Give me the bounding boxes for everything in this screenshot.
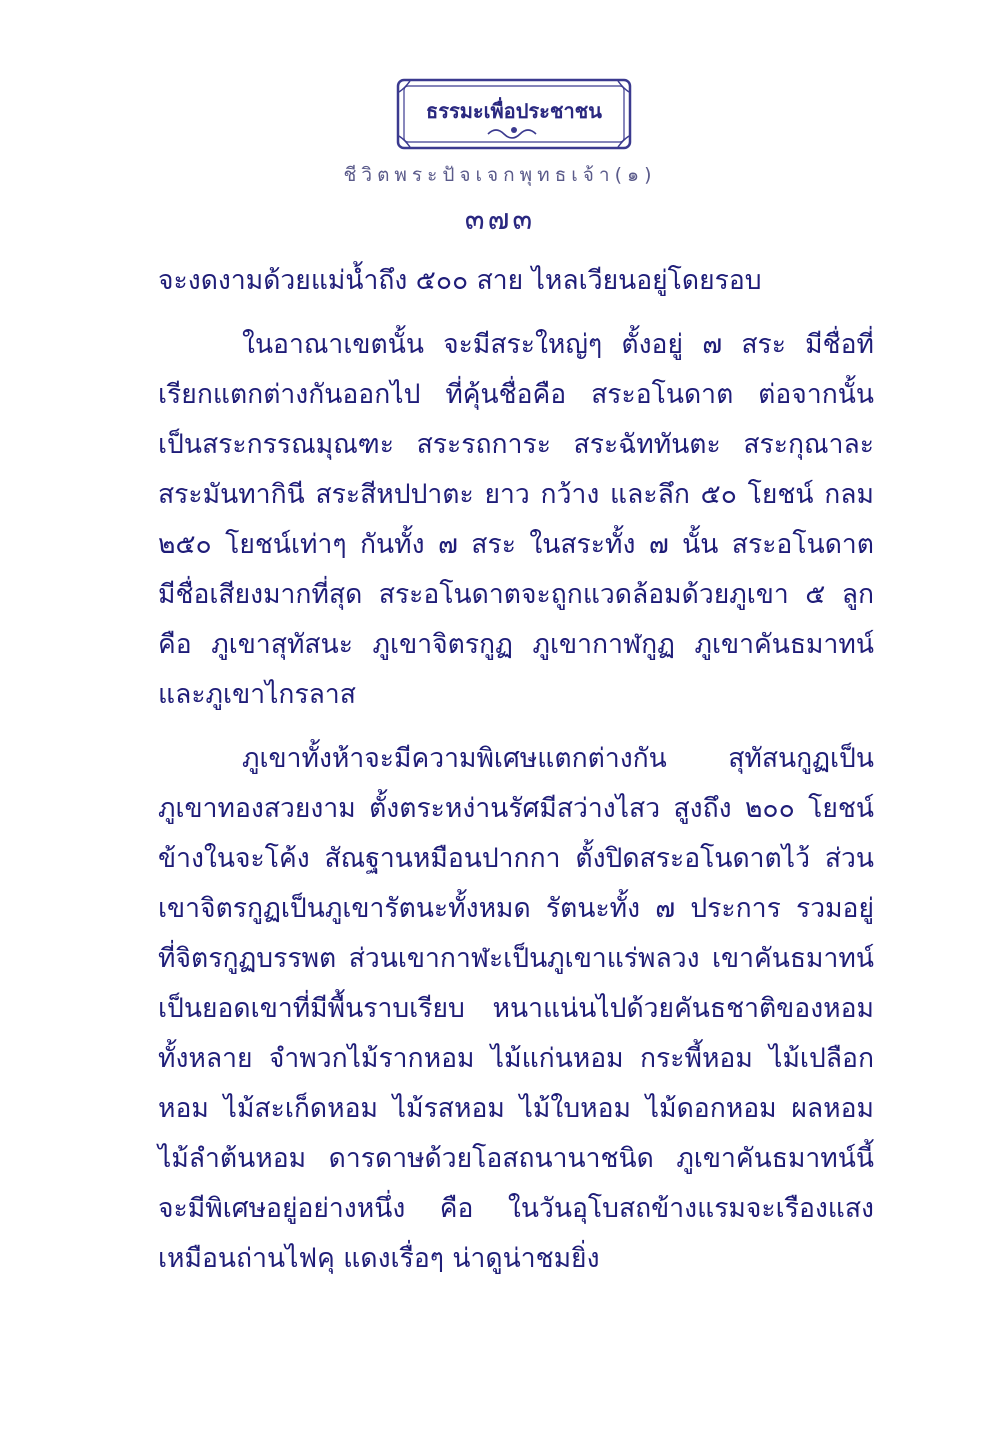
logo-text: ธรรมะเพื่อประชาชน <box>426 99 602 123</box>
text-line: เหมือนถ่านไฟคุ แดงเรื่อๆ น่าดูน่าชมยิ่ง <box>158 1243 600 1274</box>
text-line: และภูเขาไกรลาส <box>158 679 356 710</box>
text-line: ในอาณาเขตนั้น จะมีสระใหญ่ๆ ตั้งอยู่ ๗ สระ มีชื่อที่ <box>242 329 874 360</box>
text-line: ทั้งหลาย จำพวกไม้รากหอม ไม้แก่นหอม กระพี้หอม ไม้เปลือก <box>158 1043 874 1074</box>
publisher-logo <box>396 78 632 150</box>
text-line: ๒๕๐ โยชน์เท่าๆ กันทั้ง ๗ สระ ในสระทั้ง ๗ นั้น สระอโนดาต <box>158 529 874 560</box>
text-line: คือ ภูเขาสุทัสนะ ภูเขาจิตรกูฏ ภูเขากาฬกูฏ ภูเขาคันธมาทน์ <box>158 629 874 660</box>
body-text <box>158 256 874 1284</box>
text-line: เขาจิตรกูฏเป็นภูเขารัตนะทั้งหมด รัตนะทั้ง ๗ ประการ รวมอยู่ <box>158 893 874 924</box>
paragraph <box>158 320 874 720</box>
text-line: ข้างในจะโค้ง สัณฐานหมือนปากกา ตั้งปิดสระอโนดาตไว้ ส่วน <box>158 843 874 874</box>
text-line: เป็นสระกรรณมุณฑะ สระรถการะ สระฉัททันตะ สระกุณาละ <box>158 429 874 460</box>
page-number: ๓๗๓ <box>464 202 536 236</box>
paragraph <box>158 734 874 1284</box>
text-line: ภูเขาทองสวยงาม ตั้งตระหง่านรัศมีสว่างไสว สูงถึง ๒๐๐ โยชน์ <box>158 793 874 824</box>
paragraph <box>158 256 874 306</box>
text-line: เรียกแตกต่างกันออกไป ที่คุ้นชื่อคือ สระอโนดาต ต่อจากนั้น <box>158 379 874 410</box>
text-line: จะงดงามด้วยแม่น้ำถึง ๕๐๐ สาย ไหลเวียนอยู่โดยรอบ <box>158 265 762 296</box>
text-line: จะมีพิเศษอยู่อย่างหนึ่ง คือ ในวันอุโบสถข้างแรมจะเรืองแสง <box>158 1193 874 1224</box>
chapter-subtitle: ชีวิตพระปัจเจกพุทธเจ้า(๑) <box>343 164 657 186</box>
logo-frame <box>396 78 632 150</box>
text-line: มีชื่อเสียงมากที่สุด สระอโนดาตจะถูกแวดล้อมด้วยภูเขา ๕ ลูก <box>158 579 874 610</box>
text-line: ไม้ลำต้นหอม ดารดาษด้วยโอสถนานาชนิด ภูเขาคันธมาทน์นี้ <box>158 1143 874 1174</box>
text-line: ภูเขาทั้งห้าจะมีความพิเศษแตกต่างกัน สุทัสนกูฏเป็น <box>242 743 874 774</box>
text-line: หอม ไม้สะเก็ดหอม ไม้รสหอม ไม้ใบหอม ไม้ดอกหอม ผลหอม <box>158 1093 874 1124</box>
text-line: สระมันทากินี สระสีหปปาตะ ยาว กว้าง และลึก ๕๐ โยชน์ กลม <box>158 479 874 510</box>
text-line: เป็นยอดเขาที่มีพื้นราบเรียบ หนาแน่นไปด้วยคันธชาติของหอม <box>158 993 874 1024</box>
text-line: ที่จิตรกูฏบรรพต ส่วนเขากาฬะเป็นภูเขาแร่พลวง เขาคันธมาทน์ <box>158 943 874 974</box>
